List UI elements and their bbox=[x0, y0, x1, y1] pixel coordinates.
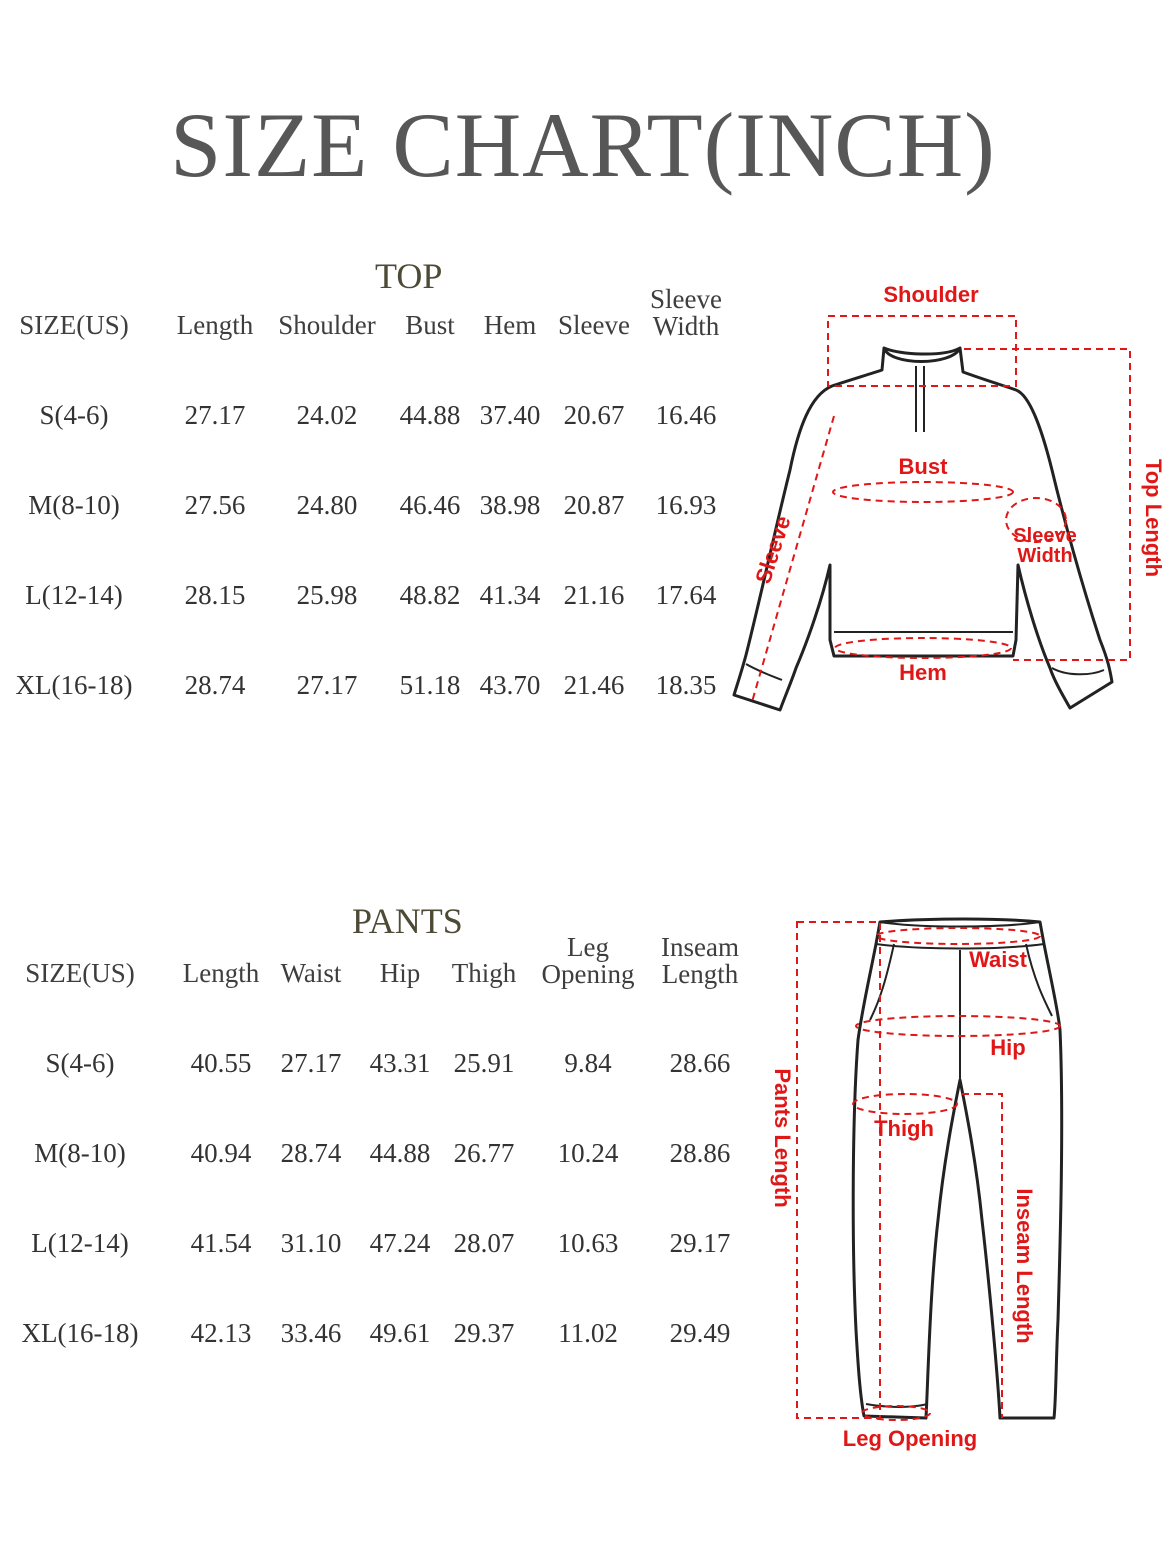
top-header-6-line1: Width bbox=[652, 311, 720, 341]
pants-table-cell: M(8-10) bbox=[34, 1138, 126, 1168]
top-table-cell: 43.70 bbox=[479, 670, 541, 700]
top-measurement-diagram bbox=[720, 270, 1166, 720]
top-table-cell: 18.35 bbox=[655, 670, 717, 700]
pants-header-6-line0: Inseam bbox=[661, 932, 739, 962]
pants-table-cell: 43.31 bbox=[369, 1048, 431, 1078]
pants-table-cell: 49.61 bbox=[369, 1318, 431, 1348]
pants-table-cell: 28.66 bbox=[669, 1048, 731, 1078]
top-table-cell: 27.17 bbox=[296, 670, 358, 700]
pants-table-cell: 29.49 bbox=[669, 1318, 731, 1348]
pants-table-cell: 27.17 bbox=[280, 1048, 342, 1078]
pants-table-cell: 40.94 bbox=[190, 1138, 252, 1168]
pants-table-cell: 9.84 bbox=[564, 1048, 612, 1078]
pants-table-cell: 28.07 bbox=[453, 1228, 515, 1258]
top-table-cell: L(12-14) bbox=[25, 580, 123, 610]
top-table-cell: 16.93 bbox=[655, 490, 717, 520]
sleeve-width-label-line2: Width bbox=[1017, 545, 1073, 567]
waist-label: Waist bbox=[969, 947, 1027, 972]
pants-header-4: Thigh bbox=[451, 958, 517, 988]
pants-table-cell: L(12-14) bbox=[31, 1228, 129, 1258]
pants-table-cell: 28.74 bbox=[280, 1138, 342, 1168]
top-table-cell: 21.16 bbox=[563, 580, 625, 610]
top-header-2: Shoulder bbox=[278, 310, 376, 340]
pants-table-cell: 29.17 bbox=[669, 1228, 731, 1258]
top-table-cell: 24.02 bbox=[296, 400, 358, 430]
top-table-cell: 21.46 bbox=[563, 670, 625, 700]
pants-table-cell: 29.37 bbox=[453, 1318, 515, 1348]
pants-header-1: Length bbox=[182, 958, 260, 988]
top-table-cell: 41.34 bbox=[479, 580, 541, 610]
top-length-label: Top Length bbox=[1141, 458, 1166, 578]
top-table-cell: 38.98 bbox=[479, 490, 541, 520]
top-table-cell: M(8-10) bbox=[28, 490, 120, 520]
hem-label: Hem bbox=[899, 660, 947, 685]
top-table-cell: 46.46 bbox=[399, 490, 461, 520]
top-table-cell: 44.88 bbox=[399, 400, 461, 430]
pants-table-cell: 10.63 bbox=[557, 1228, 619, 1258]
inseam-length-label: Inseam Length bbox=[1012, 1188, 1037, 1344]
pants-table-cell: 44.88 bbox=[369, 1138, 431, 1168]
thigh-label: Thigh bbox=[874, 1116, 934, 1141]
top-table-cell: 28.74 bbox=[184, 670, 246, 700]
pants-header-3: Hip bbox=[379, 958, 421, 988]
top-table-cell: 16.46 bbox=[655, 400, 717, 430]
top-section-title: TOP bbox=[375, 256, 443, 296]
pants-measurement-diagram bbox=[760, 900, 1166, 1460]
top-table-cell: 25.98 bbox=[296, 580, 358, 610]
pants-header-6-line1: Length bbox=[661, 959, 739, 989]
bust-label: Bust bbox=[898, 454, 948, 479]
top-header-5: Sleeve bbox=[558, 310, 630, 340]
top-header-3: Bust bbox=[405, 310, 455, 340]
top-table-cell: 27.56 bbox=[184, 490, 246, 520]
top-header-6-line0: Sleeve bbox=[650, 284, 722, 314]
pants-table-cell: 10.24 bbox=[557, 1138, 619, 1168]
top-table-cell: 20.67 bbox=[563, 400, 625, 430]
top-table-cell: 51.18 bbox=[399, 670, 461, 700]
page-title: SIZE CHART(INCH) bbox=[170, 94, 996, 196]
pants-header-5-line0: Leg bbox=[567, 932, 609, 962]
hip-label: Hip bbox=[990, 1035, 1026, 1060]
pants-length-label: Pants Length bbox=[770, 1068, 795, 1208]
pants-header-5-line1: Opening bbox=[541, 959, 635, 989]
top-table-cell: 48.82 bbox=[399, 580, 461, 610]
top-table-cell: 17.64 bbox=[655, 580, 717, 610]
pants-table-cell: 40.55 bbox=[190, 1048, 252, 1078]
pants-header-2: Waist bbox=[280, 958, 342, 988]
pants-table-cell: 33.46 bbox=[280, 1318, 342, 1348]
leg-opening-label: Leg Opening bbox=[842, 1426, 978, 1451]
top-table-cell: 27.17 bbox=[184, 400, 246, 430]
pants-table-cell: 42.13 bbox=[190, 1318, 252, 1348]
top-table-cell: 37.40 bbox=[479, 400, 541, 430]
pants-table-cell: XL(16-18) bbox=[21, 1318, 139, 1348]
pants-table-cell: 47.24 bbox=[369, 1228, 431, 1258]
sleeve-width-label-line1: Sleeve bbox=[1013, 525, 1077, 547]
pants-table-cell: S(4-6) bbox=[45, 1048, 115, 1078]
top-table-cell: XL(16-18) bbox=[15, 670, 133, 700]
pants-table-cell: 26.77 bbox=[453, 1138, 515, 1168]
top-table-cell: 28.15 bbox=[184, 580, 246, 610]
pants-table-cell: 31.10 bbox=[280, 1228, 342, 1258]
pants-table-cell: 41.54 bbox=[190, 1228, 252, 1258]
sleeve-label: Sleeve bbox=[750, 512, 796, 587]
pants-table-cell: 11.02 bbox=[558, 1318, 618, 1348]
top-header-1: Length bbox=[176, 310, 254, 340]
top-header-4: Hem bbox=[483, 310, 537, 340]
pants-section-title: PANTS bbox=[352, 901, 463, 941]
pants-table-cell: 28.86 bbox=[669, 1138, 731, 1168]
top-table-cell: 24.80 bbox=[296, 490, 358, 520]
top-header-0: SIZE(US) bbox=[19, 310, 129, 340]
top-table-cell: S(4-6) bbox=[39, 400, 109, 430]
shoulder-label: Shoulder bbox=[883, 282, 979, 307]
top-table-cell: 20.87 bbox=[563, 490, 625, 520]
pants-header-0: SIZE(US) bbox=[25, 958, 135, 988]
pants-table-cell: 25.91 bbox=[453, 1048, 515, 1078]
